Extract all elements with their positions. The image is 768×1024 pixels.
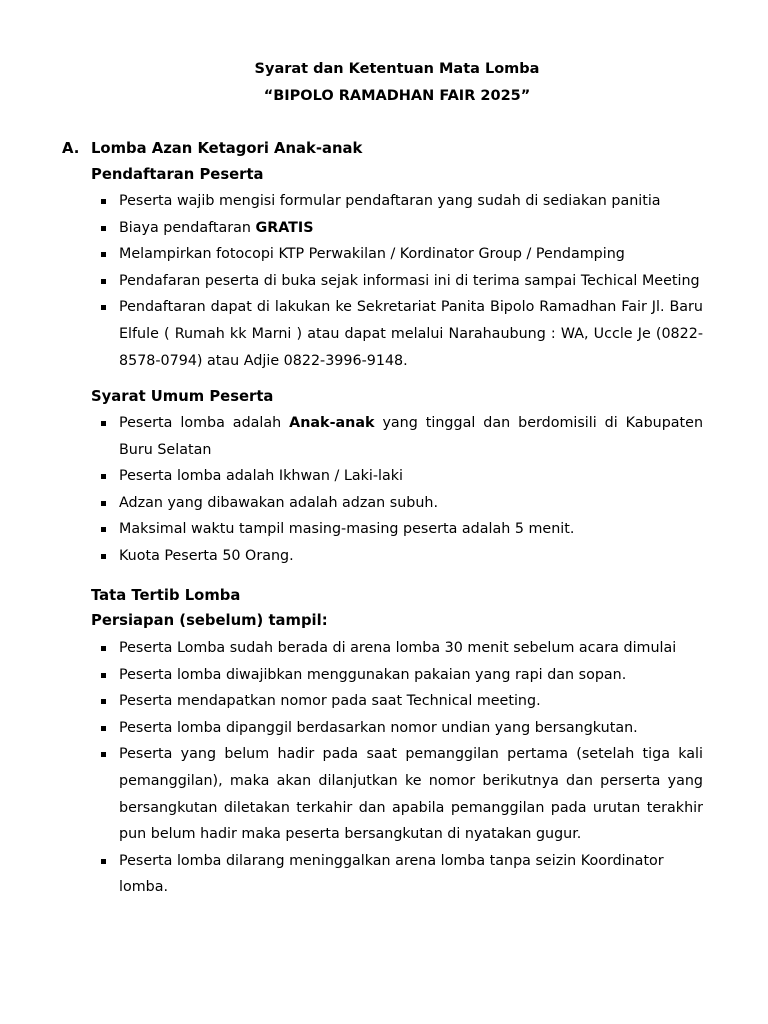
list-item: Peserta yang belum hadir pada saat pemanggilan pertama (setelah tiga kali pemanggilan), maka akan dilanjutkan ke nomor berikutnya dan perserta yang bersangkutan diletakan terkahir dan apabila pemanggilan pada urutan terakhir pun belum hadir maka peserta bersangkutan di nyatakan gugur. bbox=[0, 741, 703, 847]
list-item: Maksimal waktu tampil masing-masing peserta adalah 5 menit. bbox=[0, 516, 703, 543]
persiapan-heading: Persiapan (sebelum) tampil: bbox=[91, 612, 328, 629]
section-letter: A. bbox=[62, 140, 80, 157]
event-title: “BIPOLO RAMADHAN FAIR 2025” bbox=[263, 88, 531, 104]
list-item: Peserta lomba adalah Ikhwan / Laki-laki bbox=[0, 463, 703, 490]
list-item: Melampirkan fotocopi KTP Perwakilan / Kordinator Group / Pendamping bbox=[0, 241, 703, 268]
list-item: Peserta lomba dipanggil berdasarkan nomor undian yang bersangkutan. bbox=[0, 715, 703, 742]
list-item: Adzan yang dibawakan adalah adzan subuh. bbox=[0, 490, 703, 517]
tata-tertib-list bbox=[0, 635, 703, 901]
list-item: Peserta mendapatkan nomor pada saat Technical meeting. bbox=[0, 688, 703, 715]
list-item: Kuota Peserta 50 Orang. bbox=[0, 543, 703, 570]
list-item: Biaya pendaftaran GRATIS bbox=[0, 215, 703, 242]
list-item: Pendaftaran dapat di lakukan ke Sekretariat Panita Bipolo Ramadhan Fair Jl. Baru Elfule ( Rumah kk Marni ) atau dapat melalui Narahaubung : WA, Uccle Je (0822-8578-0794) atau Adjie 0822-3996-9148. bbox=[0, 294, 703, 374]
list-item: Pendafaran peserta di buka sejak informasi ini di terima sampai Techical Meeting bbox=[0, 268, 703, 295]
section-title: Lomba Azan Ketagori Anak-anak bbox=[91, 140, 363, 157]
list-item: Peserta lomba dilarang meninggalkan arena lomba tanpa seizin Koordinator lomba. bbox=[0, 848, 703, 901]
document-title: Syarat dan Ketentuan Mata Lomba bbox=[254, 61, 540, 77]
list-item: Peserta Lomba sudah berada di arena lomba 30 menit sebelum acara dimulai bbox=[0, 635, 703, 662]
list-item: Peserta lomba diwajibkan menggunakan pakaian yang rapi dan sopan. bbox=[0, 662, 703, 689]
list-item: Peserta lomba adalah Anak-anak yang tinggal dan berdomisili di Kabupaten Buru Selatan bbox=[0, 410, 703, 463]
pendaftaran-list bbox=[0, 188, 703, 374]
tata-tertib-heading: Tata Tertib Lomba bbox=[91, 587, 241, 604]
pendaftaran-heading: Pendaftaran Peserta bbox=[91, 166, 264, 183]
syarat-umum-list bbox=[0, 410, 703, 570]
list-item: Peserta wajib mengisi formular pendaftaran yang sudah di sediakan panitia bbox=[0, 188, 703, 215]
section-a-heading bbox=[62, 140, 362, 157]
syarat-umum-heading: Syarat Umum Peserta bbox=[91, 388, 274, 405]
